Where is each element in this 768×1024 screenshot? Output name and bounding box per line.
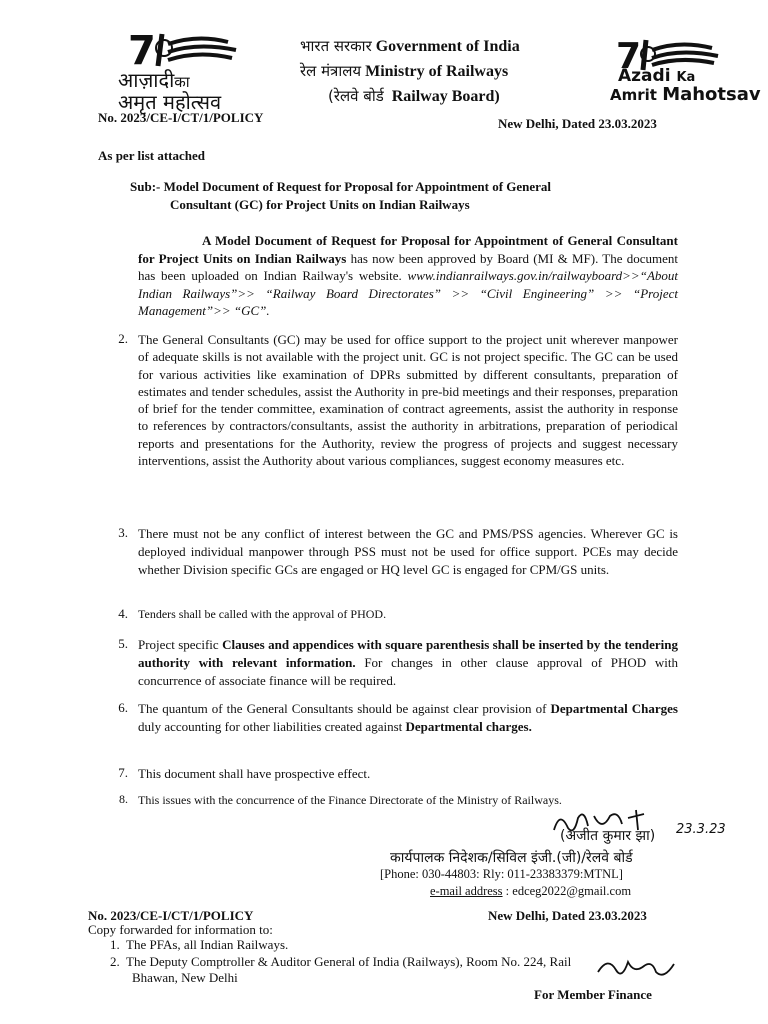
logo-right-azadi: Azadi (618, 66, 671, 86)
logo-right-ka: Ka (676, 70, 696, 85)
logo-right-mahotsav: Mahotsav (662, 84, 761, 105)
paragraph-5-pre: Project specific (138, 637, 223, 652)
header-hindi-1: भारत सरकार (300, 37, 372, 55)
for-member-finance: For Member Finance (534, 987, 652, 1002)
copy-item-2-number: 2. (110, 954, 120, 969)
member-finance-signature (594, 952, 694, 986)
paragraph-1-text: has now been approved by Board (MI & MF). The document has been uploaded on Indian Railway's website. (138, 250, 678, 283)
signatory-phone: [Phone: 030-44803: Rly: 011-23383379:MTNL] (380, 867, 623, 881)
logo-left-amrit-mahotsav: अमृत महोत्सव (118, 90, 222, 114)
paragraph-6-pre: The quantum of the General Consultants should be against clear provision of (138, 701, 551, 716)
header-hindi-2: रेल मंत्रालय (300, 62, 362, 80)
paragraph-5-text: For changes in other clause approval of PHOD with concurrence of associate finance will be required. (138, 655, 678, 688)
paragraph-1-bold: A Model Document of Request for Proposal for Appointment of General Consultant for Project Units on Indian Railways (138, 233, 678, 266)
header-ministry: Ministry of Railways (365, 63, 509, 80)
logo-left-azadi: आज़ादी (118, 68, 175, 92)
footer-date-line: New Delhi, Dated 23.03.2023 (488, 908, 647, 923)
subject-line-1: Sub:- Model Document of Request for Proposal for Appointment of General (130, 179, 552, 194)
subject (130, 178, 650, 214)
copy-list-item-1 (110, 937, 288, 953)
paragraph-1 (138, 232, 678, 320)
footer-reference-number: No. 2023/CE-I/CT/1/POLICY (88, 908, 254, 923)
signatory-email (430, 884, 631, 899)
azadi-logo-left (118, 26, 258, 114)
paragraph-7-number: 7. (118, 765, 128, 780)
paragraph-6-number: 6. (118, 700, 128, 715)
header-railway-board: Railway Board) (391, 88, 500, 105)
email-address: : edceg2022@gmail.com (502, 884, 632, 898)
paragraph-8: This issues with the concurrence of the Finance Directorate of the Ministry of Railways. (138, 793, 562, 807)
finance-signature-scribble-icon (594, 952, 684, 984)
paragraph-5-number: 5. (118, 636, 128, 651)
paragraph-3-number: 3. (118, 525, 128, 540)
paragraph-2: The General Consultants (GC) may be used for office support to the project unit wherever manpower of adequate skills is not available with the project unit. GC is not project specific. The GC can be used for various activities like examination of DPRs submitted by different consultants, preparation of estimates and tender schedules, assist the Authority in pre-bid meetings and their responses, preparation of brief for the tender committee, examination of contract agreements, assist the authority in response to references by contractors/consultants, assist the authority in arbitrations, preparation of periodical reports and presentations for the Authority, review the progress of projects and suggest necessary interventions, assist the Authority about various compliances, suggest economy measures etc. (138, 332, 678, 469)
paragraph-7: This document shall have prospective effect. (138, 766, 371, 781)
date-line: New Delhi, Dated 23.03.2023 (498, 116, 657, 131)
copy-item-1-text: The PFAs, all Indian Railways. (126, 937, 289, 952)
signatory-designation: कार्यपालक निदेशक/सिविल इंजी.(जी)/रेलवे बोर्ड (390, 850, 633, 866)
reference-number: No. 2023/CE-I/CT/1/POLICY (98, 110, 264, 125)
email-label: e-mail address (430, 884, 503, 898)
svg-text:7: 7 (128, 28, 156, 72)
paragraph-4: Tenders shall be called with the approval of PHOD. (138, 607, 387, 621)
paragraph-1-url: www.indianrailways.gov.in/railwayboard>>“About Indian Railways”>> “Railway Board Directorates” >> “Civil Engineering” >> “Project Management”>> “GC”. (138, 268, 678, 318)
copy-list-item-2 (110, 954, 670, 986)
copy-item-2-text-2: Bhawan, New Delhi (132, 970, 238, 985)
azadi-logo-right (608, 34, 761, 114)
addressee: As per list attached (98, 148, 206, 163)
copy-item-1-number: 1. (110, 937, 120, 952)
signature-date: 23.3.23 (676, 822, 726, 837)
paragraph-5 (138, 636, 678, 690)
signatory-name: (अजीत कुमार झा) (560, 828, 656, 844)
header-government: Government of India (375, 38, 520, 55)
subject-line-2: Consultant (GC) for Project Units on Indian Railways (170, 197, 470, 212)
paragraph-4-number: 4. (118, 606, 128, 621)
copy-item-2-text: The Deputy Comptroller & Auditor General of India (Railways), Room No. 224, Rail (126, 954, 572, 969)
paragraph-5-bold: Clauses and appendices with square parenthesis shall be inserted by the tendering authority with relevant information. (138, 637, 678, 670)
paragraph-6 (138, 700, 678, 736)
logo-left-ka: का (174, 73, 190, 91)
copy-forwarded: Copy forwarded for information to: (88, 922, 273, 937)
logo-right-amrit: Amrit (610, 86, 657, 104)
header-hindi-3: (रेलवे बोर्ड (328, 87, 384, 105)
letterhead (300, 34, 600, 109)
paragraph-6-bold-2: Departmental charges. (405, 719, 532, 734)
paragraph-2-number: 2. (118, 331, 128, 346)
paragraph-6-mid: duly accounting for other liabilities created against (138, 719, 406, 734)
paragraph-6-bold-1: Departmental Charges (550, 701, 678, 716)
paragraph-3: There must not be any conflict of interest between the GC and PMS/PSS agencies. Wherever GC is deployed individual manpower through PSS must not be used for office support. PCEs may decide whether Division specific GCs are engaged or HQ level GC is engaged for CPM/GS units. (138, 526, 678, 577)
paragraph-8-number: 8. (119, 792, 128, 806)
svg-text:7: 7 (616, 36, 642, 74)
